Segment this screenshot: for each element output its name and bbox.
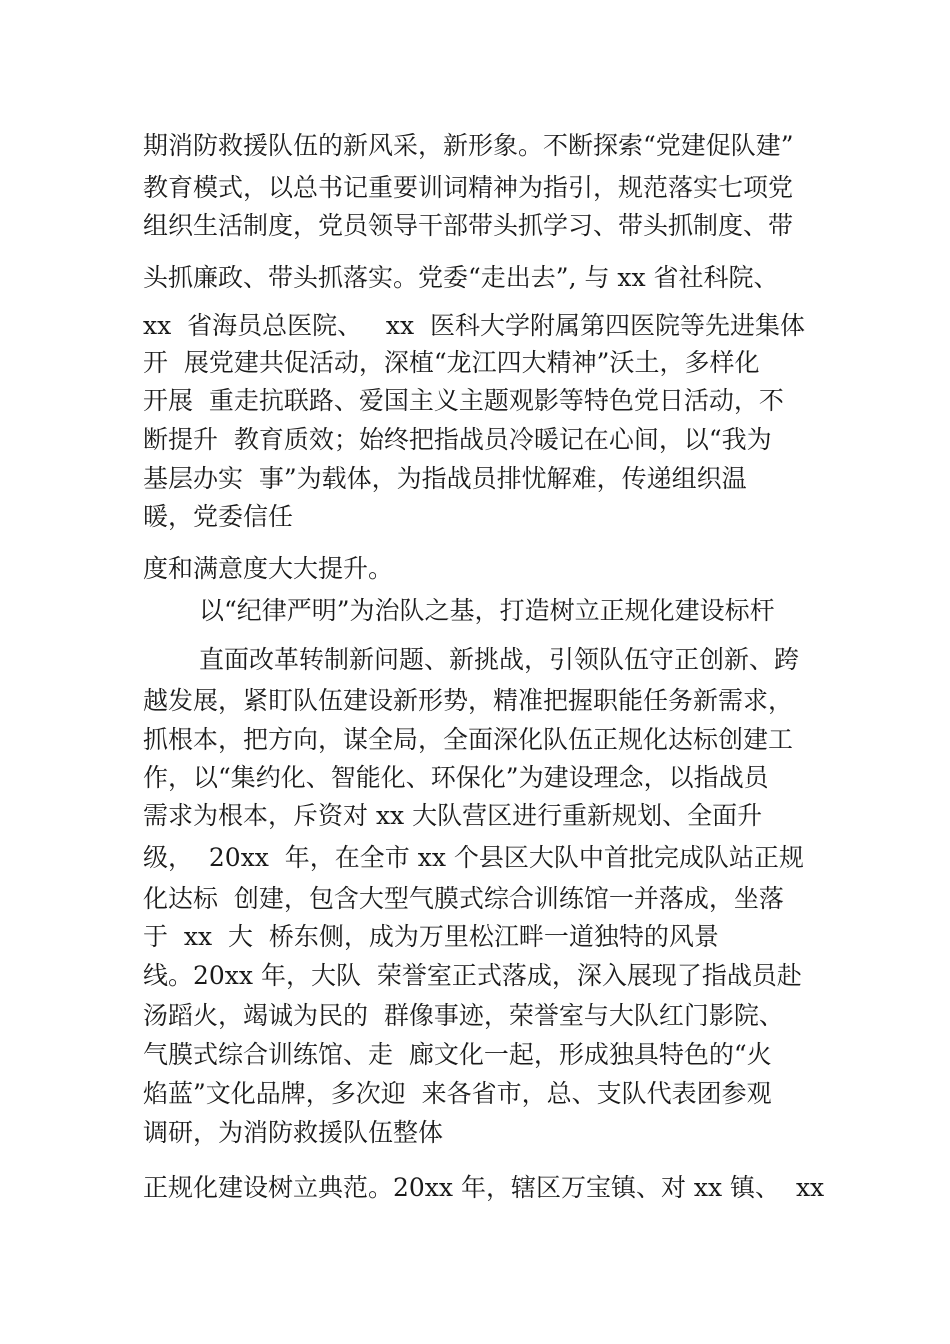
section-heading: 以“纪律严明”为治队之基，打造树立正规化建设标杆	[199, 596, 775, 625]
text-line-13: 直面改革转制新问题、新挑战，引领队伍守正创新、跨	[199, 645, 800, 674]
text-line-15: 抓根本，把方向，谋全局，全面深化队伍正规化达标创建工	[143, 725, 794, 754]
text-line-10: 暖，党委信任	[143, 502, 294, 531]
text-line-7: 开展 重走抗联路、爱国主义主题观影等特色党日活动，不	[143, 386, 784, 415]
text-line-25: 调研，为消防救援队伍整体	[143, 1118, 444, 1147]
text-line-20: 于 xx 大 桥东侧，成为万里松江畔一道独特的风景	[143, 922, 719, 951]
text-line-24: 焰蓝”文化品牌，多次迎 来各省市，总、支队代表团参观	[143, 1079, 772, 1108]
text-line-19: 化达标 创建，包含大型气膜式综合训练馆一并落成，坐落	[143, 884, 784, 913]
text-line-8: 断提升 教育质效；始终把指战员冷暖记在心间，以“我为	[143, 425, 772, 454]
text-line-22: 汤蹈火，竭诚为民的 群像事迹，荣誉室与大队红门影院、	[143, 1001, 784, 1030]
text-line-3: 组织生活制度，党员领导干部带头抓学习、带头抓制度、带	[143, 211, 794, 240]
text-line-16: 作，以“集约化、智能化、环保化”为建设理念，以指战员	[143, 763, 769, 792]
text-line-18: 级， 20xx 年，在全市 xx 个县区大队中首批完成队站正规	[143, 843, 804, 872]
text-line-11: 度和满意度大大提升。	[143, 554, 394, 583]
text-line-14: 越发展，紧盯队伍建设新形势，精准把握职能任务新需求，	[143, 686, 794, 715]
text-line-17: 需求为根本，斥资对 xx 大队营区进行重新规划、全面升	[143, 801, 763, 830]
text-line-5: xx 省海员总医院、 xx 医科大学附属第四医院等先进集体	[143, 311, 806, 340]
text-line-2: 教育模式，以总书记重要训词精神为指引，规范落实七项党	[143, 173, 794, 202]
text-line-4: 头抓廉政、带头抓落实。党委“走出去”, 与 xx 省社科院、	[143, 263, 779, 292]
text-line-1: 期消防救援队伍的新风采，新形象。不断探索“党建促队建”	[143, 131, 794, 160]
text-line-21: 线。20xx 年，大队 荣誉室正式落成，深入展现了指战员赴	[143, 961, 802, 990]
text-line-9: 基层办实 事”为载体，为指战员排忧解难，传递组织温	[143, 464, 747, 493]
text-line-6: 开 展党建共促活动，深植“龙江四大精神”沃土，多样化	[143, 348, 760, 377]
text-line-26: 正规化建设树立典范。20xx 年，辖区万宝镇、对 xx 镇、 xx	[143, 1173, 825, 1202]
text-line-23: 气膜式综合训练馆、走 廊文化一起，形成独具特色的“火	[143, 1040, 772, 1069]
